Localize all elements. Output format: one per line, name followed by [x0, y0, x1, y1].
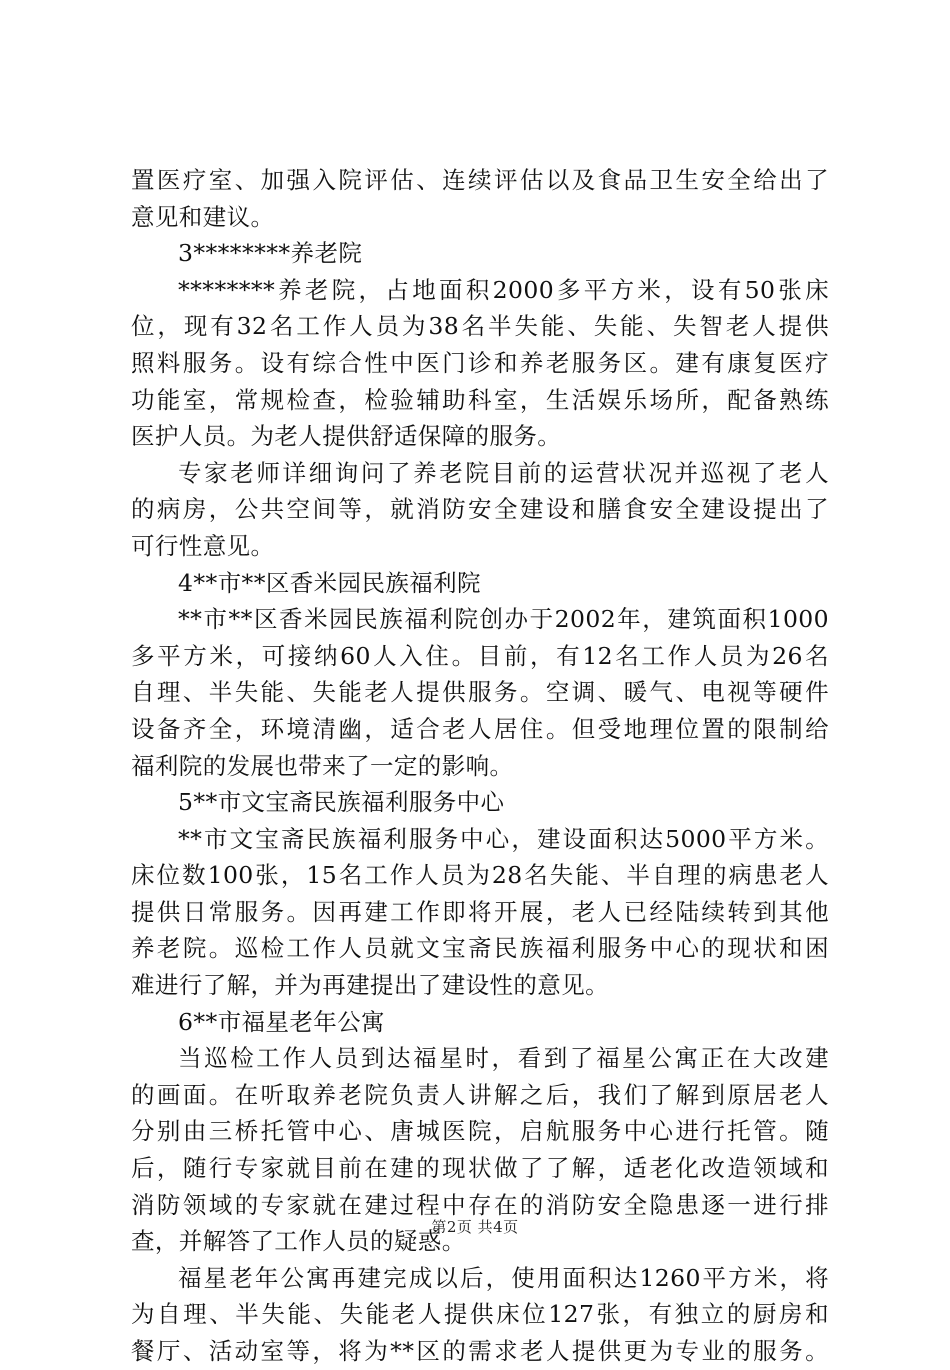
text-line: 6**市福星老年公寓: [178, 1007, 385, 1036]
text-line: 福星老年公寓再建完成以后，使用面积达1260平方米，将: [178, 1263, 829, 1292]
text-line: ********养老院，占地面积2000多平方米，设有50张床: [178, 275, 829, 304]
text-line: 查，并解答了工作人员的疑惑。: [131, 1227, 466, 1256]
document-body: [131, 162, 829, 1370]
text-line: 可行性意见。: [131, 531, 275, 560]
text-line: 照料服务。设有综合性中医门诊和养老服务区。建有康复医疗: [131, 348, 829, 377]
text-line: 自理、半失能、失能老人提供服务。空调、暖气、电视等硬件: [131, 678, 829, 707]
text-line: 的画面。在听取养老院负责人讲解之后，我们了解到原居老人: [131, 1080, 829, 1109]
text-line: 提供日常服务。因再建工作即将开展，老人已经陆续转到其他: [131, 897, 829, 926]
text-line: 当巡检工作人员到达福星时，看到了福星公寓正在大改建: [178, 1044, 829, 1073]
text-line: 床位数100张，15名工作人员为28名失能、半自理的病患老人: [131, 861, 829, 890]
text-line: 专家老师详细询问了养老院目前的运营状况并巡视了老人: [178, 458, 829, 487]
text-line: 难进行了解，并为再建提出了建设性的意见。: [131, 971, 609, 1000]
text-line: 餐厅、活动室等，将为**区的需求老人提供更为专业的服务。: [131, 1337, 829, 1365]
text-line: 分别由三桥托管中心、唐城医院，启航服务中心进行托管。随: [131, 1117, 829, 1146]
text-line: 福利院的发展也带来了一定的影响。: [131, 751, 514, 780]
text-line: 3********养老院: [178, 239, 363, 268]
page-footer: 第2页 共4页: [431, 1218, 519, 1236]
text-line: **市**区香米园民族福利院创办于2002年，建筑面积1000: [178, 605, 829, 634]
text-line: 多平方米，可接纳60人入住。目前，有12名工作人员为26名: [131, 641, 829, 670]
text-line: 后，随行专家就目前在建的现状做了了解，适老化改造领域和: [131, 1154, 829, 1183]
text-line: 4**市**区香米园民族福利院: [178, 568, 481, 597]
text-line: 医护人员。为老人提供舒适保障的服务。: [131, 422, 562, 451]
text-line: 5**市文宝斋民族福利服务中心: [178, 788, 505, 817]
text-line: 为自理、半失能、失能老人提供床位127张，有独立的厨房和: [131, 1300, 829, 1329]
text-line: 位，现有32名工作人员为38名半失能、失能、失智老人提供: [131, 312, 829, 341]
text-line: 的病房，公共空间等，就消防安全建设和膳食安全建设提出了: [131, 495, 829, 524]
text-line: **市文宝斋民族福利服务中心，建设面积达5000平方米。: [178, 824, 829, 853]
text-line: 消防领域的专家就在建过程中存在的消防安全隐患逐一进行排: [131, 1190, 829, 1219]
text-line: 设备齐全，环境清幽，适合老人居住。但受地理位置的限制给: [131, 714, 829, 743]
text-line: 功能室，常规检查，检验辅助科室，生活娱乐场所，配备熟练: [131, 385, 829, 414]
text-line: 置医疗室、加强入院评估、连续评估以及食品卫生安全给出了: [131, 166, 829, 194]
text-line: 意见和建议。: [131, 202, 275, 231]
text-line: 养老院。巡检工作人员就文宝斋民族福利服务中心的现状和困: [131, 934, 829, 963]
